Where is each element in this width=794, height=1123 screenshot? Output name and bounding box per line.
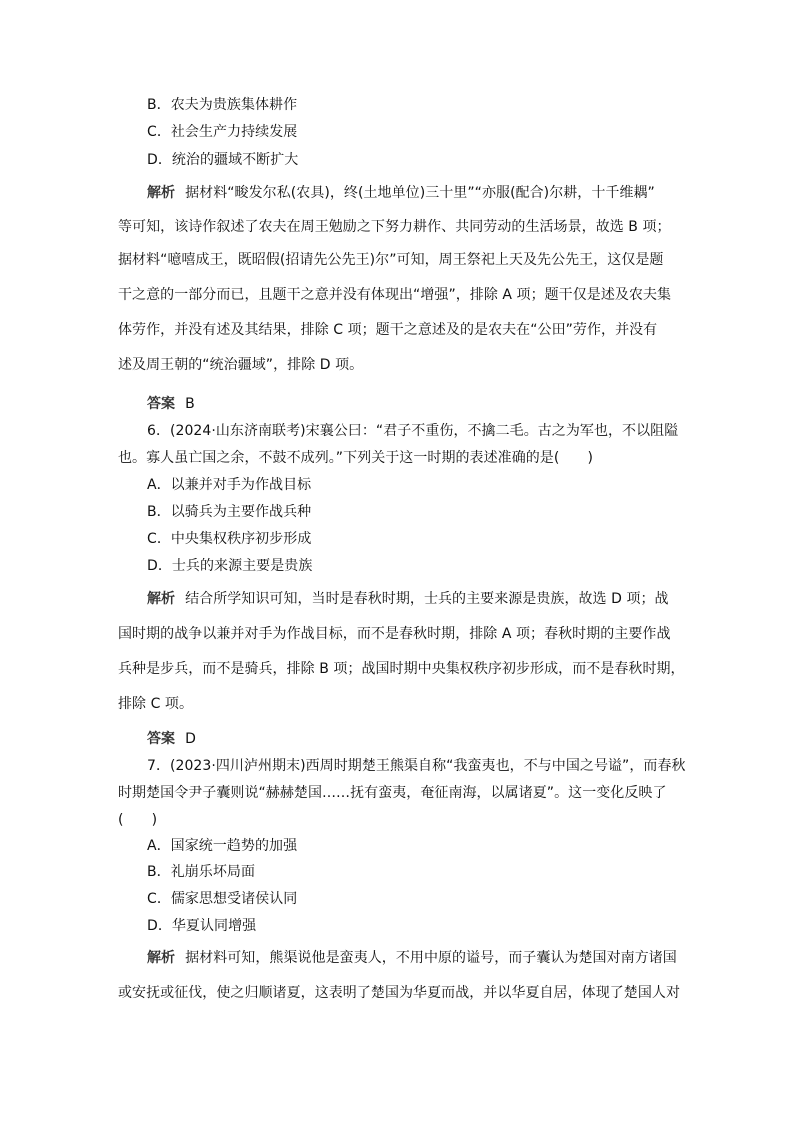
q6-stem-line-2: 也。寡人虽亡国之余，不鼓不成列。”下列关于这一时期的表述准确的是( ) (118, 450, 593, 466)
q5-option-b: B．农夫为贵族集体耕作 (147, 97, 298, 113)
q6-analysis-line-3: 兵种是步兵，而不是骑兵，排除 B 项；战国时期中央集权秩序初步形成，而不是春秋时期， (118, 661, 685, 677)
q6-analysis-line-2: 国时期的战争以兼并对手为作战目标，而不是春秋时期，排除 A 项；春秋时期的主要作战 (118, 626, 671, 642)
answer-value: D (185, 731, 196, 747)
q5-option-c: C．社会生产力持续发展 (147, 124, 298, 140)
q6-answer (147, 729, 707, 749)
q7-option-b: B．礼崩乐坏局面 (147, 864, 256, 880)
answer-value: B (185, 396, 195, 412)
q5-analysis-line-4: 干之意的一部分而已，且题干之意并没有体现出“增强”，排除 A 项；题干仅是述及农夫集 (118, 287, 672, 303)
q5-option-d: D．统治的疆域不断扩大 (147, 152, 299, 168)
analysis-label: 解析 (147, 950, 176, 966)
analysis-text: 结合所学知识可知，当时是春秋时期，士兵的主要来源是贵族，故选 D 项；战 (185, 591, 669, 607)
analysis-text: 据材料可知，熊渠说他是蛮夷人，不用中原的谥号，而子囊认为楚国对南方诸国 (185, 950, 677, 966)
q7-stem-line-2: 时期楚国令尹子囊则说“赫赫楚国……抚有蛮夷，奄征南海，以属诸夏”。这一变化反映了 (118, 785, 667, 801)
q7-stem-line-3: ( ) (118, 812, 158, 828)
q7-option-c: C．儒家思想受诸侯认同 (147, 891, 298, 907)
q7-analysis-line-1 (147, 948, 707, 968)
analysis-label: 解析 (147, 185, 176, 201)
q6-option-c: C．中央集权秩序初步形成 (147, 531, 312, 547)
q5-analysis-line-1 (147, 183, 707, 203)
q7-stem-line-1: 7．(2023·四川泸州期末)西周时期楚王熊渠自称“我蛮夷也，不与中国之号谥”，而春秋 (147, 758, 686, 774)
q6-stem-line-1: 6．(2024·山东济南联考)宋襄公曰：“君子不重伤，不擒二毛。古之为军也，不以阻隘 (147, 423, 679, 439)
q5-analysis-line-2: 等可知，该诗作叙述了农夫在周王勉励之下努力耕作、共同劳动的生活场景，故选 B 项； (118, 219, 671, 235)
answer-label: 答案 (147, 731, 176, 747)
q7-option-d: D．华夏认同增强 (147, 918, 257, 934)
analysis-label: 解析 (147, 591, 176, 607)
answer-label: 答案 (147, 396, 176, 412)
q6-analysis-line-1 (147, 589, 707, 609)
q5-analysis-line-3: 据材料“噫嘻成王，既昭假(招请先公先王)尔”可知，周王祭祀上天及先公先王，这仅是题 (118, 252, 664, 268)
q5-answer (147, 394, 707, 414)
q6-option-a: A．以兼并对手为作战目标 (147, 477, 312, 493)
analysis-text: 据材料“畯发尔私(农具)，终(土地单位)三十里”“亦服(配合)尔耕，十千维耦” (185, 185, 655, 201)
q6-analysis-line-4: 排除 C 项。 (118, 696, 194, 712)
q6-option-b: B．以骑兵为主要作战兵种 (147, 504, 312, 520)
q6-option-d: D．士兵的来源主要是贵族 (147, 558, 313, 574)
q5-analysis-line-6: 述及周王朝的“统治疆域”，排除 D 项。 (118, 357, 364, 373)
q5-analysis-line-5: 体劳作，并没有述及其结果，排除 C 项；题干之意述及的是农夫在“公田”劳作，并没有 (118, 322, 658, 338)
q7-option-a: A．国家统一趋势的加强 (147, 838, 298, 854)
q7-analysis-line-2: 或安抚或征伐，使之归顺诸夏，这表明了楚国为华夏而战，并以华夏自居，体现了楚国人对 (118, 985, 680, 1001)
